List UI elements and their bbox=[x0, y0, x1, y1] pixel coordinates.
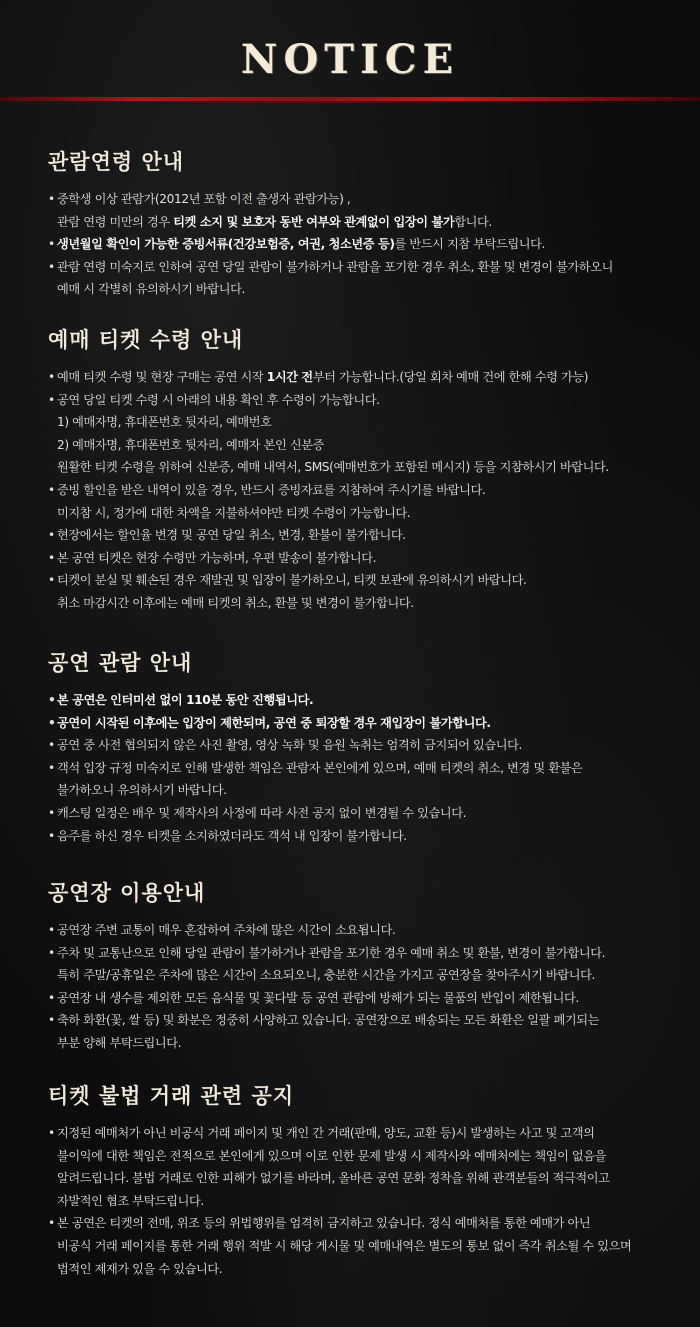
notice-title: NOTICE bbox=[240, 36, 460, 83]
list-item-line: • 캐스팅 일정은 배우 및 제작사의 사정에 따라 사전 공지 없이 변경될 수 있습니다. bbox=[57, 805, 467, 820]
list-item-line: 불가하오니 유의하시기 바랍니다. bbox=[57, 783, 227, 798]
list-item bbox=[48, 757, 668, 802]
list-item bbox=[48, 802, 668, 825]
list-item-line: • 주차 및 교통난으로 인해 당일 관람이 불가하거나 관람을 포기한 경우 예매 취소 및 환불, 변경이 불가합니다. bbox=[57, 945, 606, 960]
list-item-line: • 티켓이 분실 및 훼손된 경우 재발권 및 입장이 불가하오니, 티켓 보관에 유의하시기 바랍니다. bbox=[57, 573, 527, 588]
list-item-line: • 예매 티켓 수령 및 현장 구매는 공연 시작 1시간 전부터 가능합니다.(당일 회차 예매 건에 한해 수령 가능) bbox=[57, 370, 589, 384]
list-item bbox=[48, 366, 668, 389]
list-item-line: 법적인 제재가 있을 수 있습니다. bbox=[57, 1261, 223, 1276]
bullet-list bbox=[48, 366, 668, 615]
list-item bbox=[48, 389, 668, 479]
section-venue bbox=[48, 877, 668, 1055]
list-item bbox=[48, 1009, 668, 1054]
list-item bbox=[48, 569, 668, 614]
list-item bbox=[48, 825, 668, 848]
list-item bbox=[48, 547, 668, 570]
list-item bbox=[48, 734, 668, 757]
list-item-line: • 본 공연 티켓은 현장 수령만 가능하며, 우편 발송이 불가합니다. bbox=[57, 550, 377, 565]
list-item-line: 특히 주말/공휴일은 주차에 많은 시간이 소요되오니, 충분한 시간을 가지고 공연장을 찾아주시기 바랍니다. bbox=[57, 968, 595, 983]
section-illegal-trade bbox=[48, 1080, 668, 1280]
list-item-line: • 음주를 하신 경우 티켓을 소지하였더라도 객석 내 입장이 불가합니다. bbox=[57, 828, 407, 843]
list-item-line: • 축하 화환(꽃, 쌀 등) 및 화분은 정중히 사양하고 있습니다. 공연장으로 배송되는 모든 화환은 일괄 폐기되는 bbox=[57, 1013, 599, 1028]
list-item-line: 알려드립니다. 불법 거래로 인한 피해가 없기를 바라며, 올바른 공연 문화 정착을 위해 관객분들의 적극적이고 bbox=[57, 1171, 610, 1186]
section-heading: 예매 티켓 수령 안내 bbox=[48, 327, 244, 352]
list-item-line: • 객석 입장 규정 미숙지로 인해 발생한 책임은 관람자 본인에게 있으며, 예매 티켓의 취소, 변경 및 환불은 bbox=[57, 760, 583, 775]
list-item-line: 관람 연령 미만의 경우 티켓 소지 및 보호자 동반 여부와 관계없이 입장이 불가합니다. bbox=[57, 214, 492, 229]
list-item-line: 불이익에 대한 책임은 전적으로 본인에게 있으며 이로 인한 문제 발생 시 제작사와 예매처에는 책임이 없음을 bbox=[57, 1148, 607, 1163]
list-item-line: 취소 마감시간 이후에는 예매 티켓의 취소, 환불 및 변경이 불가합니다. bbox=[57, 595, 414, 610]
list-item-line: 원활한 티켓 수령을 위하여 신분증, 예매 내역서, SMS(예매번호가 포함된 메시지) 등을 지참하시기 바랍니다. bbox=[57, 460, 609, 475]
bullet-list bbox=[48, 1122, 668, 1280]
list-item-line: • 공연이 시작된 이후에는 입장이 제한되며, 공연 중 퇴장할 경우 재입장이 불가합니다. bbox=[57, 715, 491, 730]
list-item-line: • 생년월일 확인이 가능한 증빙서류(건강보험증, 여권, 청소년증 등)를 반드시 지참 부탁드립니다. bbox=[57, 237, 545, 252]
list-item bbox=[48, 712, 668, 735]
list-item bbox=[48, 942, 668, 987]
list-item-line: • 본 공연은 티켓의 전매, 위조 등의 위법행위를 엄격히 금지하고 있습니다. 정식 예매처를 통한 예매가 아닌 bbox=[57, 1216, 591, 1231]
list-item-line: • 현장에서는 할인율 변경 및 공연 당일 취소, 변경, 환불이 불가합니다. bbox=[57, 528, 406, 543]
list-item bbox=[48, 1212, 668, 1280]
section-performance bbox=[48, 647, 668, 847]
list-item-line: 예매 시 각별히 유의하시기 바랍니다. bbox=[57, 282, 245, 297]
list-item-line: • 증빙 할인을 받은 내역이 있을 경우, 반드시 증빙자료를 지참하여 주시기를 바랍니다. bbox=[57, 482, 486, 497]
list-item bbox=[48, 987, 668, 1010]
bullet-list bbox=[48, 919, 668, 1055]
list-item-line: • 관람 연령 미숙지로 인하여 공연 당일 관람이 불가하거나 관람을 포기한 경우 취소, 환불 및 변경이 불가하오니 bbox=[57, 259, 614, 274]
list-item bbox=[48, 233, 668, 256]
list-item bbox=[48, 919, 668, 942]
bullet-list bbox=[48, 188, 668, 301]
list-item bbox=[48, 479, 668, 524]
list-item-line: 미지참 시, 정가에 대한 차액을 지불하셔야만 티켓 수령이 가능합니다. bbox=[57, 505, 411, 520]
list-item-line: • 공연장 주변 교통이 매우 혼잡하여 주차에 많은 시간이 소요됩니다. bbox=[57, 923, 396, 937]
list-item-line: 1) 예매자명, 휴대폰번호 뒷자리, 예매번호 bbox=[57, 415, 272, 430]
list-item bbox=[48, 524, 668, 547]
list-item-line: • 공연 중 사전 협의되지 않은 사진 촬영, 영상 녹화 및 음원 녹취는 엄격히 금지되어 있습니다. bbox=[57, 738, 523, 753]
bullet-list bbox=[48, 689, 668, 847]
section-heading: 공연장 이용안내 bbox=[48, 880, 206, 905]
list-item-line: 2) 예매자명, 휴대폰번호 뒷자리, 예매자 본인 신분증 bbox=[57, 437, 324, 452]
section-heading: 관람연령 안내 bbox=[48, 149, 185, 174]
list-item bbox=[48, 256, 668, 301]
list-item-line: • 본 공연은 인터미션 없이 110분 동안 진행됩니다. bbox=[57, 693, 314, 707]
list-item-line: 부분 양해 부탁드립니다. bbox=[57, 1035, 182, 1050]
section-heading: 공연 관람 안내 bbox=[48, 650, 193, 675]
section-heading: 티켓 불법 거래 관련 공지 bbox=[48, 1083, 295, 1108]
red-divider-shadow bbox=[0, 101, 700, 103]
list-item-line: • 공연 당일 티켓 수령 시 아래의 내용 확인 후 수령이 가능합니다. bbox=[57, 392, 380, 407]
list-item-line: 비공식 거래 페이지를 통한 거래 행위 적발 시 해당 게시물 및 예매내역은 별도의 통보 없이 즉각 취소될 수 있으며 bbox=[57, 1238, 632, 1253]
list-item bbox=[48, 188, 668, 233]
list-item-line: • 공연장 내 생수를 제외한 모든 음식물 및 꽃다발 등 공연 관람에 방해가 되는 물품의 반입이 제한됩니다. bbox=[57, 990, 579, 1005]
list-item-line: • 지정된 예매처가 아닌 비공식 거래 페이지 및 개인 간 거래(판매, 양도, 교환 등)시 발생하는 사고 및 고객의 bbox=[57, 1126, 595, 1140]
list-item bbox=[48, 689, 668, 712]
list-item-line: • 중학생 이상 관람가(2012년 포함 이전 출생자 관람가능) , bbox=[57, 192, 351, 206]
list-item-line: 자발적인 협조 부탁드립니다. bbox=[57, 1193, 204, 1208]
section-age-rating bbox=[48, 146, 668, 301]
list-item bbox=[48, 1122, 668, 1212]
section-ticket-pickup bbox=[48, 324, 668, 615]
